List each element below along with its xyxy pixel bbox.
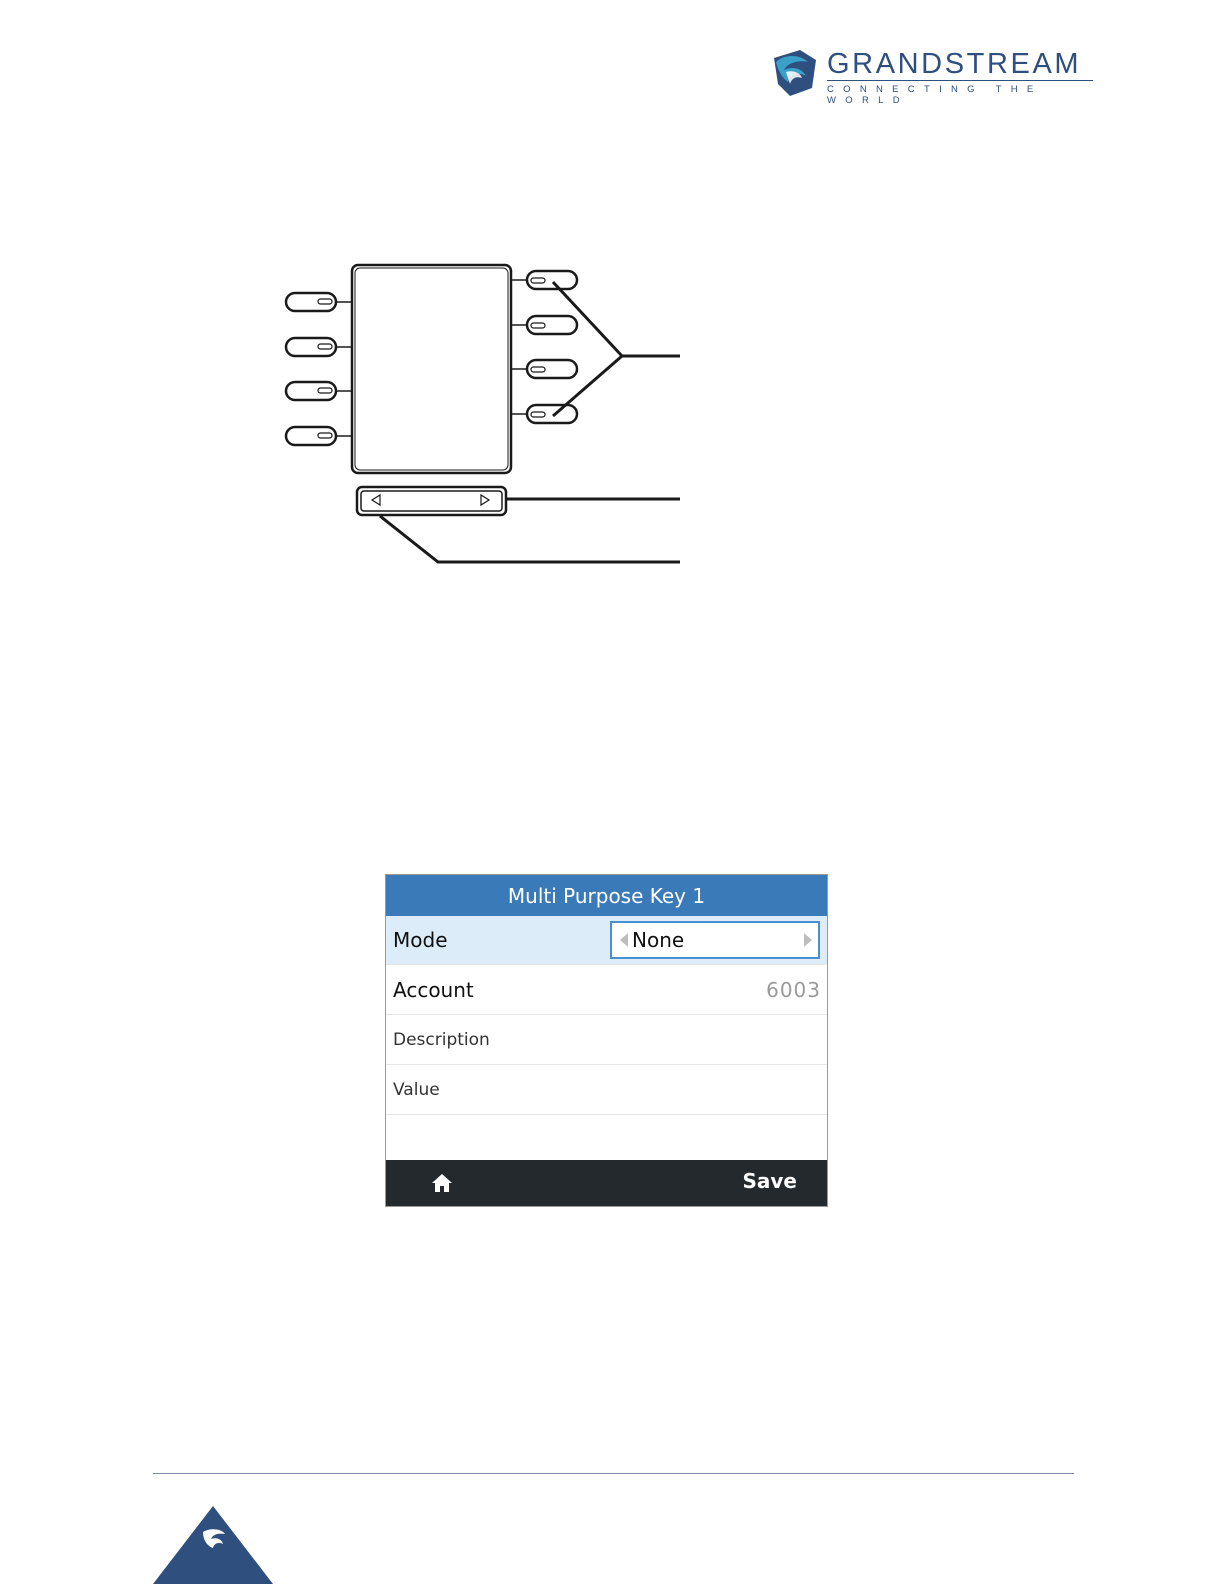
grandstream-badge-icon: [153, 1506, 273, 1584]
brand-name: GRANDSTREAM: [827, 48, 1082, 80]
arrow-right-icon[interactable]: [804, 933, 812, 947]
phone-lcd-screen: [385, 874, 828, 1207]
mode-value: None: [632, 928, 685, 952]
left-softkeys: [286, 293, 352, 445]
save-button[interactable]: Save: [742, 1169, 797, 1193]
logo-rule: [827, 80, 1093, 81]
value-label: Value: [393, 1079, 440, 1100]
right-softkeys: [511, 271, 577, 423]
screen-title: Multi Purpose Key 1: [386, 875, 827, 916]
account-row[interactable]: [386, 965, 827, 1015]
value-row[interactable]: [386, 1065, 827, 1115]
description-label: Description: [393, 1029, 490, 1050]
mode-label: Mode: [393, 928, 448, 952]
arrow-left-icon[interactable]: [620, 933, 628, 947]
footer-rule: [153, 1473, 1074, 1474]
description-row[interactable]: [386, 1015, 827, 1065]
home-icon[interactable]: [430, 1171, 454, 1195]
phone-screen-outline: [352, 265, 511, 473]
softkey-bar: [386, 1160, 827, 1206]
grandstream-logo: [770, 48, 1100, 106]
account-value: 6003: [766, 977, 821, 1002]
grandstream-logo-icon: [770, 48, 820, 98]
brand-tagline: CONNECTING THE WORLD: [827, 84, 1043, 106]
mode-row[interactable]: [386, 916, 827, 965]
phone-keys-diagram: [280, 260, 700, 580]
mode-selector[interactable]: [610, 921, 820, 959]
account-label: Account: [393, 977, 474, 1002]
